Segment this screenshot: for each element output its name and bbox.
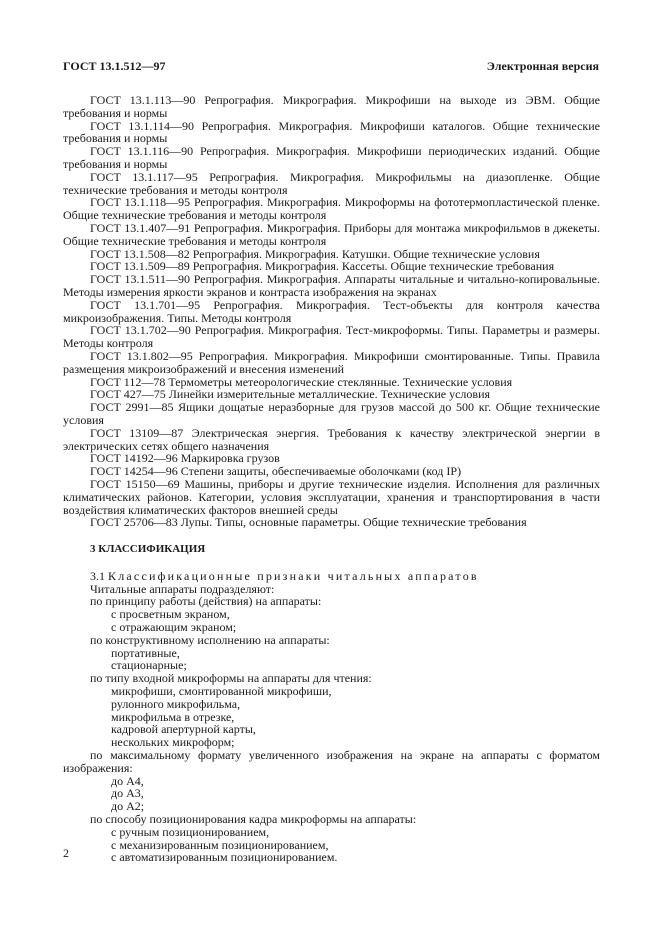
reference-item: ГОСТ 13.1.117—95 Репрография. Микрография. Микрофильмы на диазопленке. Общие технические требования и методы контроля <box>63 169 600 197</box>
subsection-number: 3.1 <box>90 568 105 583</box>
group-label: по конструктивному исполнению на аппараты: <box>90 632 330 647</box>
group-item: с отражающим экраном; <box>111 620 237 635</box>
reference-item: ГОСТ 13.1.407—91 Репрография. Микрография. Приборы для монтажа микрофильмов в джекеты. Общие технические требования и методы контроля <box>63 220 600 248</box>
reference-item: ГОСТ 13109—87 Электрическая энергия. Требования к качеству электрической энергии в электрических сетях общего назначения <box>63 425 600 453</box>
group-item: нескольких микроформ; <box>111 735 235 750</box>
version-label: Электронная версия <box>486 59 599 73</box>
classification-group <box>63 634 600 672</box>
section-heading: 3 КЛАССИФИКАЦИЯ <box>90 543 206 556</box>
group-item: с просветным экраном, <box>111 607 230 622</box>
group-item: до А4, <box>111 773 144 788</box>
group-label: по максимальному формату увеличенного изображения на экране на аппараты с форматом изображения: <box>63 748 600 775</box>
reference-item: ГОСТ 13.1.114—90 Репрография. Микрография. Микрофиши каталогов. Общие технические требования и нормы <box>63 118 600 146</box>
subsection-heading <box>63 570 600 583</box>
reference-item: ГОСТ 2991—85 Ящики дощатые неразборные для грузов массой до 500 кг. Общие технические условия <box>63 400 600 427</box>
subsection-title: Классификационные признаки читальных аппаратов <box>108 568 479 583</box>
group-item: с ручным позиционированием, <box>111 824 270 839</box>
reference-item: ГОСТ 25706—83 Лупы. Типы, основные параметры. Общие технические требования <box>90 515 527 530</box>
classification-group <box>63 813 600 864</box>
group-item: до А2; <box>111 799 145 814</box>
group-item: с механизированным позиционированием, <box>111 837 329 852</box>
reference-item: ГОСТ 13.1.509—89 Репрография. Микрография. Кассеты. Общие технические требования <box>90 259 555 274</box>
group-label: по типу входной микроформы на аппараты для чтения: <box>90 671 372 686</box>
reference-item: ГОСТ 13.1.802—95 Репрография. Микрография. Микрофиши смонтированные. Типы. Правила размещения микроизображений и внесения изменений <box>63 348 600 376</box>
document-id: ГОСТ 13.1.512—97 <box>63 59 166 73</box>
section-intro: Читальные аппараты подразделяют: <box>90 581 275 596</box>
group-item: кадровой апертурной карты, <box>111 722 256 737</box>
group-item: до А3, <box>111 786 144 801</box>
references-list <box>63 94 600 529</box>
reference-item: ГОСТ 13.1.508—82 Репрография. Микрография. Катушки. Общие технические условия <box>90 246 540 261</box>
reference-item: ГОСТ 427—75 Линейки измерительные металлические. Технические условия <box>90 387 491 402</box>
reference-item: ГОСТ 15150—69 Машины, приборы и другие технические изделия. Исполнения для различных климатических районов. Категории, условия эксплуатации, хранения и транспортирования в части воздействия климатических факторов внешней среды <box>63 476 600 517</box>
group-item: портативные, <box>111 645 180 660</box>
group-label: по способу позиционирования кадра микроформы на аппараты: <box>90 812 417 827</box>
reference-item: ГОСТ 14192—96 Маркировка грузов <box>90 451 280 466</box>
group-item: рулонного микрофильма, <box>111 696 241 711</box>
reference-item: ГОСТ 112—78 Термометры метеорологические стеклянные. Технические условия <box>90 374 513 389</box>
page-header <box>63 59 599 73</box>
classification-group <box>63 749 600 813</box>
page-number: 2 <box>63 846 69 860</box>
reference-item: ГОСТ 13.1.118—95 Репрография. Микрография. Микроформы на фототермопластической пленке. Общие технические требования и методы контроля <box>63 195 600 223</box>
reference-item: ГОСТ 13.1.113—90 Репрография. Микрография. Микрофиши на выходе из ЭВМ. Общие требования и нормы <box>63 93 600 120</box>
reference-item: ГОСТ 13.1.701—95 Репрография. Микрография. Тест-объекты для контроля качества микроизображения. Типы. Методы контроля <box>63 297 600 325</box>
reference-item: ГОСТ 14254—96 Степени защиты, обеспечиваемые оболочками (код IP) <box>90 464 462 479</box>
group-item: микрофиши, смонтированной микрофиши, <box>111 684 332 699</box>
group-item: микрофильма в отрезке, <box>111 709 235 724</box>
group-label: по принципу работы (действия) на аппараты: <box>90 594 322 609</box>
classification-group <box>63 672 600 749</box>
reference-item: ГОСТ 13.1.511—90 Репрография. Микрография. Аппараты читальные и читально-копировальные. Методы измерения яркости экранов и контраста изображения на экранах <box>63 272 600 299</box>
reference-item: ГОСТ 13.1.116—90 Репрография. Микрография. Микрофиши периодических изданий. Общие требования и нормы <box>63 144 600 171</box>
reference-item: ГОСТ 13.1.702—90 Репрография. Микрография. Тест-микроформы. Типы. Параметры и размеры. Методы контроля <box>63 323 600 351</box>
classification-group <box>63 595 600 633</box>
page-content <box>63 94 600 864</box>
group-item: с автоматизированным позиционированием. <box>111 850 338 865</box>
group-item: стационарные; <box>111 658 187 673</box>
